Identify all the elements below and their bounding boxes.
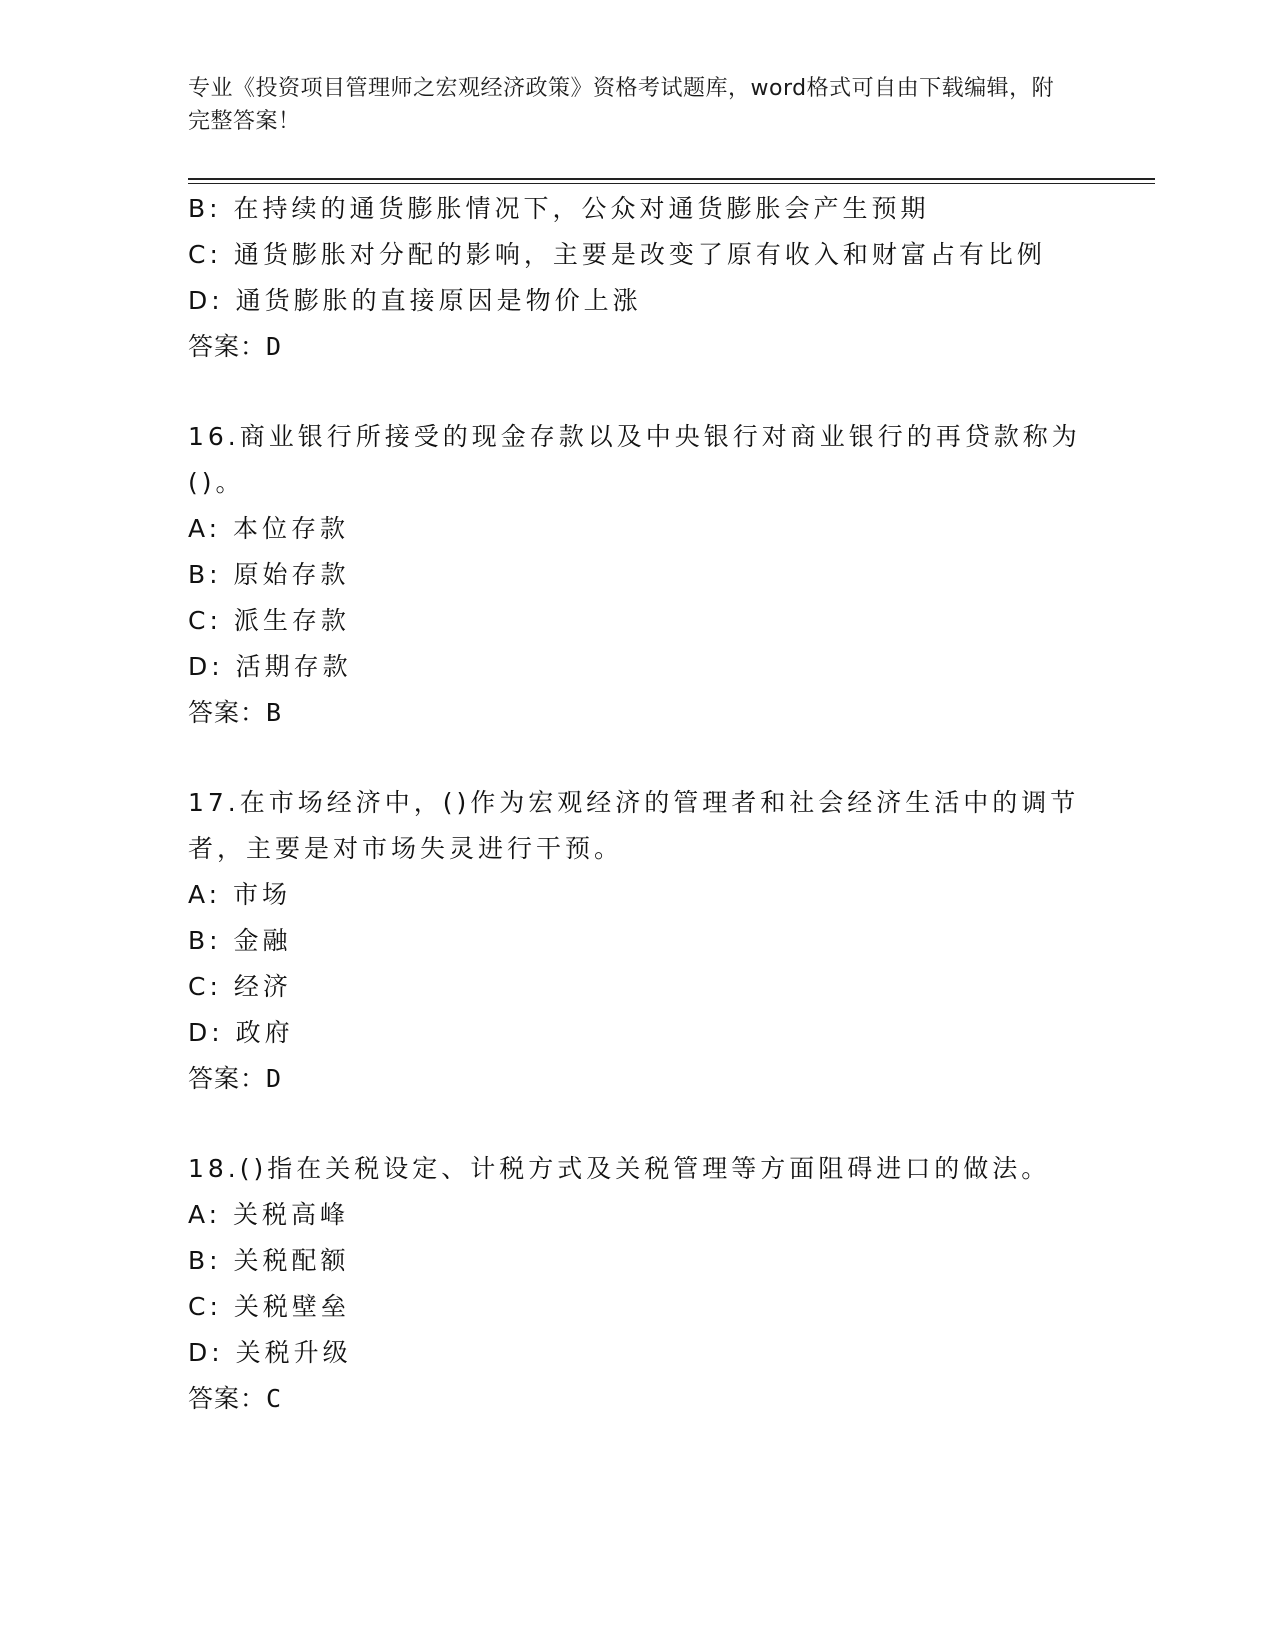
option-text: 关税高峰 [233, 1200, 350, 1229]
option-label: A: [188, 1200, 222, 1229]
option-label: A: [188, 514, 222, 543]
header-divider-thick [188, 178, 1155, 180]
option-c [188, 1284, 1088, 1330]
option-a [188, 872, 1088, 918]
option-text: 派生存款 [233, 606, 350, 635]
answer-line: 答案：B [188, 698, 283, 727]
question-list [188, 186, 1088, 1422]
question-stem: 17.在市场经济中，()作为宏观经济的管理者和社会经济生活中的调节者，主要是对市场失灵进行干预。 [188, 788, 1080, 863]
option-text: 经济 [233, 972, 292, 1001]
option-label: C: [188, 240, 222, 269]
option-text: 在持续的通货膨胀情况下，公众对通货膨胀会产生预期 [233, 194, 930, 223]
option-c [188, 598, 1088, 644]
option-d [188, 1330, 1088, 1376]
question-block-17 [188, 780, 1088, 1102]
header-divider-thin [188, 183, 1155, 184]
option-text: 本位存款 [233, 514, 350, 543]
option-text: 活期存款 [235, 652, 352, 681]
option-label: B: [188, 1246, 222, 1275]
option-label: B: [188, 194, 222, 223]
option-text: 关税升级 [235, 1338, 352, 1367]
option-label: C: [188, 972, 222, 1001]
option-b [188, 186, 1088, 232]
option-text: 关税配额 [233, 1246, 350, 1275]
option-text: 市场 [233, 880, 292, 909]
option-d [188, 644, 1088, 690]
answer-line: 答案：C [188, 1384, 283, 1413]
document-header: 专业《投资项目管理师之宏观经济政策》资格考试题库，word格式可自由下载编辑，附完整答案！ [188, 76, 1055, 134]
question-block-18 [188, 1146, 1088, 1422]
option-text: 通货膨胀的直接原因是物价上涨 [235, 286, 642, 315]
option-text: 政府 [235, 1018, 294, 1047]
option-text: 通货膨胀对分配的影响，主要是改变了原有收入和财富占有比例 [233, 240, 1046, 269]
option-label: D: [188, 652, 224, 681]
option-d [188, 1010, 1088, 1056]
option-text: 原始存款 [233, 560, 350, 589]
option-label: A: [188, 880, 222, 909]
option-text: 金融 [233, 926, 292, 955]
option-d [188, 278, 1088, 324]
question-stem: 18.()指在关税设定、计税方式及关税管理等方面阻碍进口的做法。 [188, 1154, 1051, 1183]
option-c [188, 964, 1088, 1010]
option-b [188, 918, 1088, 964]
option-label: B: [188, 560, 222, 589]
question-block-16 [188, 414, 1088, 736]
option-label: B: [188, 926, 222, 955]
question-stem: 16.商业银行所接受的现金存款以及中央银行对商业银行的再贷款称为()。 [188, 422, 1081, 497]
option-label: D: [188, 1018, 224, 1047]
option-label: D: [188, 286, 224, 315]
option-c [188, 232, 1088, 278]
option-a [188, 506, 1088, 552]
option-a [188, 1192, 1088, 1238]
answer-line: 答案：D [188, 332, 283, 361]
option-label: C: [188, 1292, 222, 1321]
answer-line: 答案：D [188, 1064, 283, 1093]
option-b [188, 552, 1088, 598]
option-text: 关税壁垒 [233, 1292, 350, 1321]
option-label: C: [188, 606, 222, 635]
option-b [188, 1238, 1088, 1284]
option-label: D: [188, 1338, 224, 1367]
question-block-prev [188, 186, 1088, 370]
